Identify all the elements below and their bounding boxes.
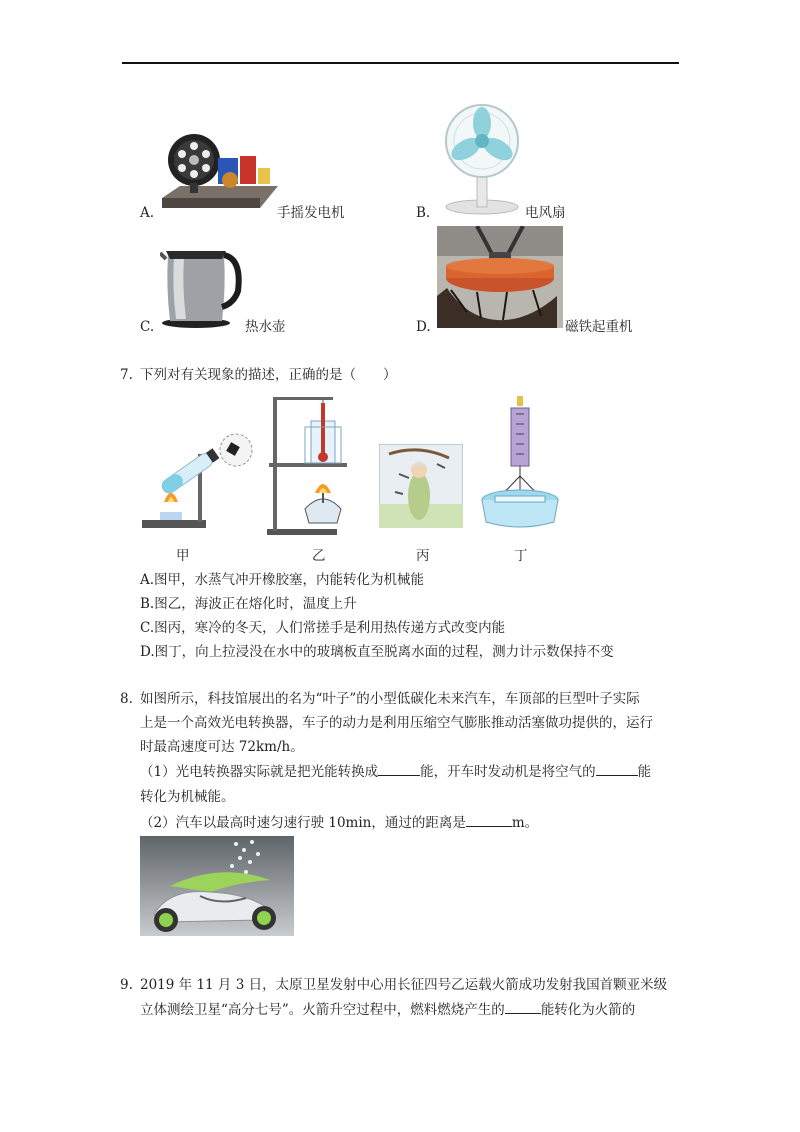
- figure-yi: [265, 393, 355, 535]
- q9-number: 9.: [120, 977, 133, 993]
- q8-stem-line2: 上是一个高效光电转换器，车子的动力是利用压缩空气膨胀推动活塞做功提供的，运行: [140, 715, 653, 731]
- q7-option-d: D.图丁，向上拉浸没在水中的玻璃板直至脱离水面的过程，测力计示数保持不变: [140, 644, 614, 660]
- q8-sub1-line1: （1）光电转换器实际就是把光能转换成 能，开车时发动机是将空气的 能: [140, 760, 651, 784]
- q9-line1: 2019 年 11 月 3 日，太原卫星发射中心用长征四号乙运载火箭成功发射我国首颗亚米级: [140, 977, 668, 993]
- option-c-letter: C.: [140, 319, 155, 335]
- q8-stem-line3: 时最高速度可达 72km/h。: [140, 739, 304, 755]
- figure-bing: [379, 444, 463, 528]
- option-d-caption: 磁铁起重机: [565, 319, 633, 335]
- option-b-caption: 电风扇: [525, 205, 566, 221]
- label-bing: 丙: [416, 548, 430, 564]
- option-b-figure: [436, 101, 526, 216]
- option-a-caption: 手摇发电机: [277, 205, 345, 221]
- label-ding: 丁: [514, 548, 528, 564]
- option-d-letter: D.: [416, 319, 431, 335]
- option-c-figure: [160, 237, 242, 329]
- q7-number: 7.: [120, 367, 133, 383]
- figure-ding: [481, 396, 561, 530]
- option-d-figure: [437, 226, 563, 328]
- q7-option-b: B.图乙，海波正在熔化时，温度上升: [140, 596, 357, 612]
- leaf-car-icon: [140, 836, 294, 936]
- q7-stem: 下列对有关现象的描述，正确的是（ ）: [140, 367, 397, 383]
- q8-sub1-line2: 转化为机械能。: [140, 789, 235, 805]
- leaf-car-figure: [140, 836, 294, 936]
- q8-stem-line1: 如图所示，科技馆展出的名为“叶子”的小型低碳化未来汽车，车顶部的巨型叶子实际: [140, 691, 640, 707]
- label-jia: 甲: [176, 548, 190, 564]
- q7-option-c: C.图丙，寒冷的冬天，人们常搓手是利用热传递方式改变内能: [140, 620, 506, 636]
- electric-fan-icon: [436, 101, 526, 216]
- q9-line2: 立体测绘卫星“高分七号”。火箭升空过程中，燃料燃烧产生的 能转化为火箭的: [140, 998, 635, 1022]
- figure-jia: [140, 432, 256, 532]
- electromagnet-crane-icon: [437, 226, 563, 328]
- answer-blank-3[interactable]: [466, 812, 512, 827]
- header-rule: [122, 62, 679, 64]
- hand-crank-generator-icon: [160, 128, 280, 218]
- answer-blank-1[interactable]: [378, 761, 420, 776]
- answer-blank-2[interactable]: [596, 761, 638, 776]
- q8-sub2: （2）汽车以最高时速匀速行驶 10min，通过的距离是 m。: [140, 811, 538, 835]
- q7-option-a: A.图甲，水蒸气冲开橡胶塞，内能转化为机械能: [140, 572, 425, 588]
- option-a-figure: [160, 128, 280, 218]
- q8-number: 8.: [120, 691, 133, 707]
- label-yi: 乙: [312, 548, 326, 564]
- answer-blank-4[interactable]: [505, 999, 541, 1014]
- option-b-letter: B.: [416, 205, 431, 221]
- option-c-caption: 热水壶: [245, 319, 286, 335]
- electric-kettle-icon: [160, 237, 242, 329]
- option-a-letter: A.: [140, 205, 155, 221]
